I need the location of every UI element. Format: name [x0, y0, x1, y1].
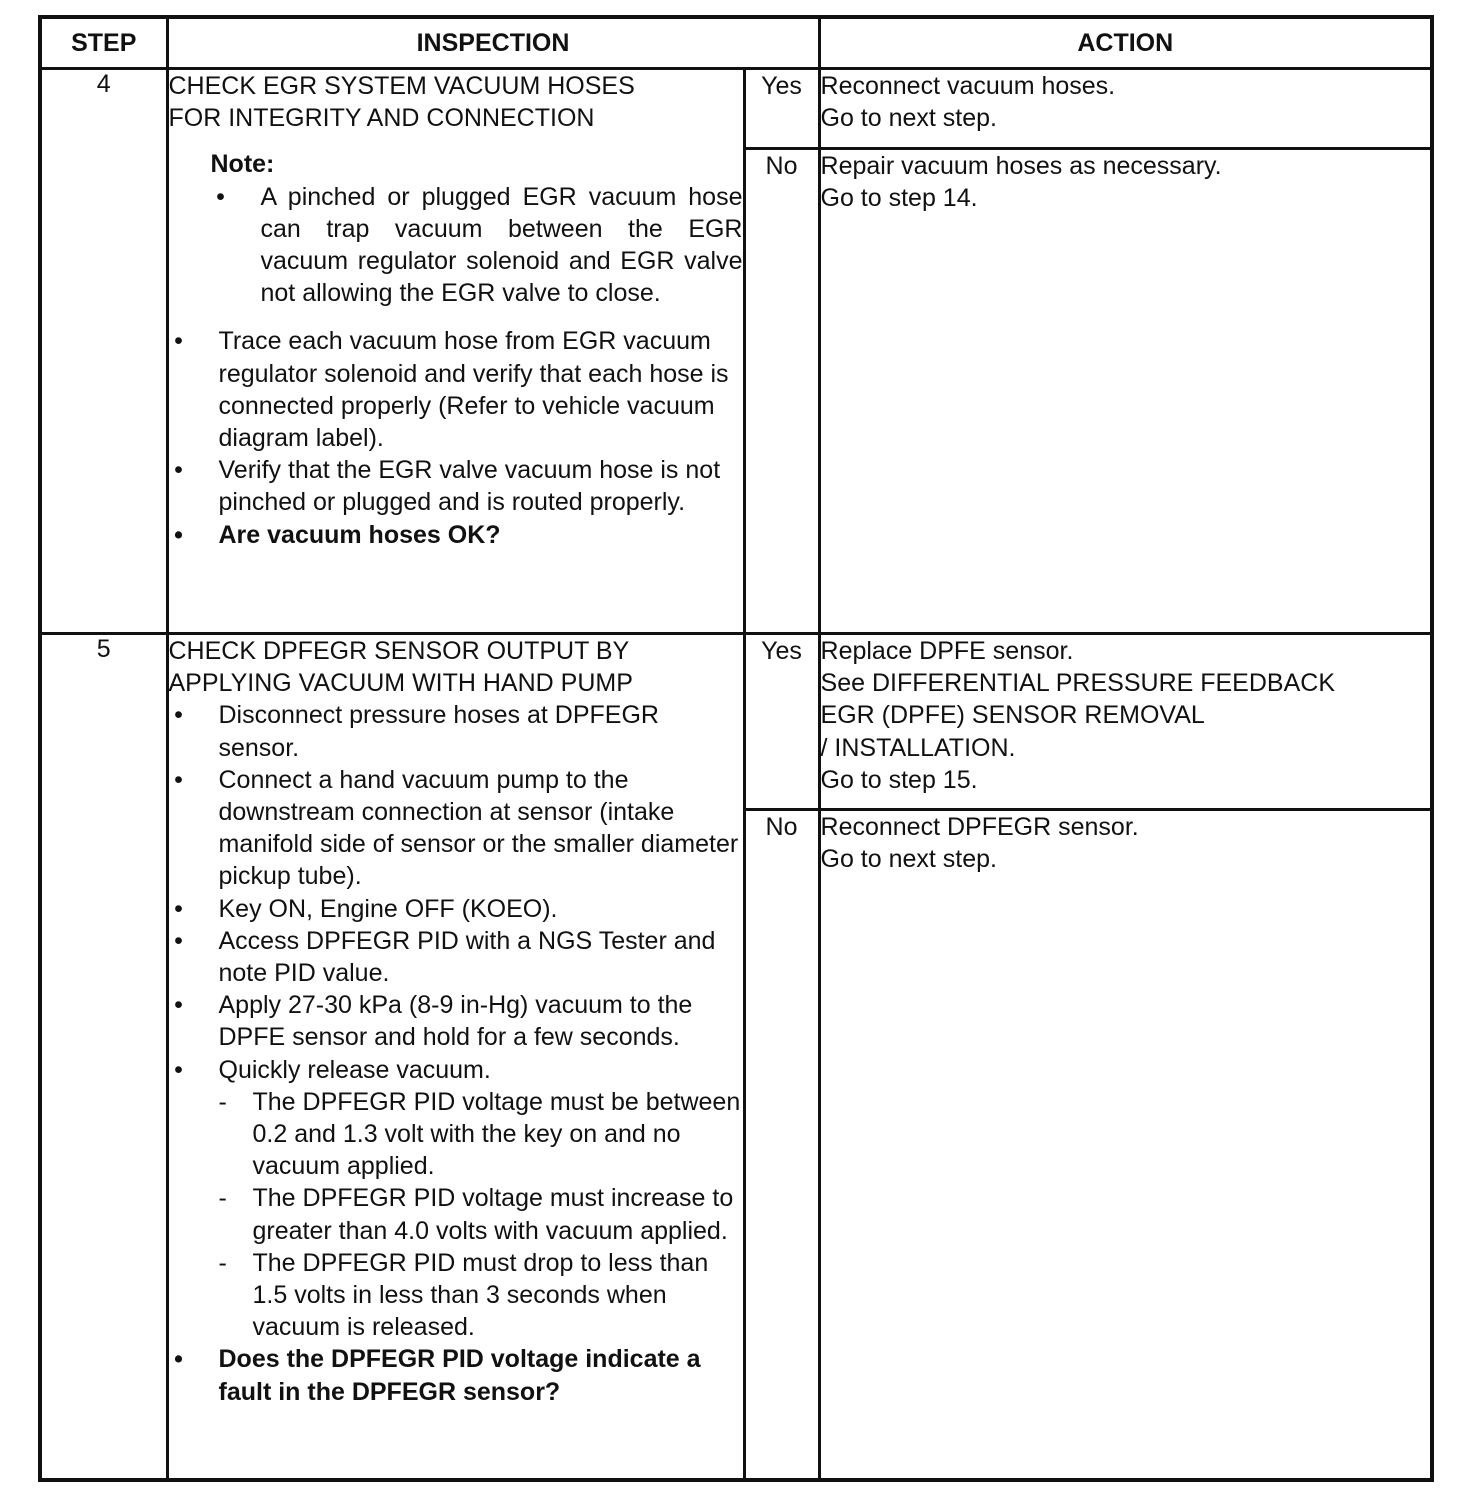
header-row: [40, 17, 1432, 69]
table-row: [40, 69, 1432, 149]
action-yes: Reconnect vacuum hoses. Go to next step.: [819, 69, 1432, 149]
step-number: 5: [40, 634, 167, 1481]
response-no: No: [744, 149, 819, 634]
list-item: • Trace each vacuum hose from EGR vacuum regulator solenoid and verify that each hose is connected properly (Refer to vehicle vacuum diagram label).: [169, 325, 743, 454]
note-bullet: • A pinched or plugged EGR vacuum hose can trap vacuum between the EGR vacuum regulator solenoid and EGR valve not allowing the EGR valve to close.: [211, 181, 743, 310]
list-item: • Access DPFEGR PID with a NGS Tester and note PID value.: [169, 925, 743, 989]
sub-item: - The DPFEGR PID must drop to less than 1.5 volts in less than 3 seconds when vacuum is released.: [218, 1248, 709, 1342]
note-block: [211, 148, 743, 309]
sub-item: - The DPFEGR PID voltage must increase to greater than 4.0 volts with vacuum applied.: [218, 1184, 734, 1245]
response-yes: Yes: [744, 634, 819, 810]
list-item: • Apply 27-30 kPa (8-9 in-Hg) vacuum to the DPFE sensor and hold for a few seconds.: [169, 989, 743, 1053]
action-yes: Replace DPFE sensor. See DIFFERENTIAL PRESSURE FEEDBACK EGR (DPFE) SENSOR REMOVAL / INSTALLATION. Go to step 15.: [819, 634, 1432, 810]
dash-icon: -: [218, 1248, 227, 1277]
action-no: Reconnect DPFEGR sensor. Go to next step.: [819, 810, 1432, 1481]
list-item: • Key ON, Engine OFF (KOEO).: [169, 893, 743, 925]
bullet-icon: •: [174, 1055, 183, 1084]
header-inspection: INSPECTION: [167, 17, 819, 69]
dash-icon: -: [218, 1087, 227, 1116]
bullet-icon: •: [174, 327, 183, 356]
sub-item: - The DPFEGR PID voltage must be between 0.2 and 1.3 volt with the key on and no vacuum applied.: [218, 1087, 741, 1181]
bullet-icon: •: [174, 520, 183, 549]
note-title: Note:: [210, 150, 275, 179]
list-item: • Disconnect pressure hoses at DPFEGR sensor.: [169, 699, 743, 763]
bullet-icon: •: [174, 894, 183, 923]
diagnostic-page: [38, 15, 1430, 1482]
bullet-icon: •: [216, 182, 225, 211]
inspection-heading: FOR INTEGRITY AND CONNECTION: [168, 104, 595, 133]
header-action: ACTION: [819, 17, 1432, 69]
inspection-cell: [167, 69, 744, 634]
inspection-cell: [167, 634, 744, 1481]
inspection-heading: APPLYING VACUUM WITH HAND PUMP: [168, 669, 633, 698]
list-item: • Quickly release vacuum.: [169, 1054, 743, 1086]
step-number: 4: [40, 69, 167, 634]
list-item: • Verify that the EGR valve vacuum hose is not pinched or plugged and is routed properly.: [169, 454, 743, 518]
response-yes: Yes: [744, 69, 819, 149]
table-row: [40, 634, 1432, 810]
bullet-icon: •: [174, 701, 183, 730]
bullet-icon: •: [174, 926, 183, 955]
list-item: • Connect a hand vacuum pump to the downstream connection at sensor (intake manifold side of sensor or the smaller diameter pickup tube).: [169, 764, 743, 893]
diagnostic-table: [38, 15, 1434, 1482]
bullet-icon: •: [174, 1345, 183, 1374]
action-no: Repair vacuum hoses as necessary. Go to step 14.: [819, 149, 1432, 634]
question-item: • Does the DPFEGR PID voltage indicate a fault in the DPFEGR sensor?: [169, 1343, 743, 1407]
bullet-icon: •: [174, 765, 183, 794]
header-step: STEP: [40, 17, 167, 69]
question-item: • Are vacuum hoses OK?: [169, 519, 743, 551]
inspection-heading: CHECK EGR SYSTEM VACUUM HOSES: [168, 72, 635, 100]
inspection-heading: CHECK DPFEGR SENSOR OUTPUT BY: [168, 637, 630, 665]
dash-icon: -: [218, 1184, 227, 1213]
bullet-icon: •: [174, 991, 183, 1020]
bullet-icon: •: [174, 456, 183, 485]
response-no: No: [744, 810, 819, 1481]
